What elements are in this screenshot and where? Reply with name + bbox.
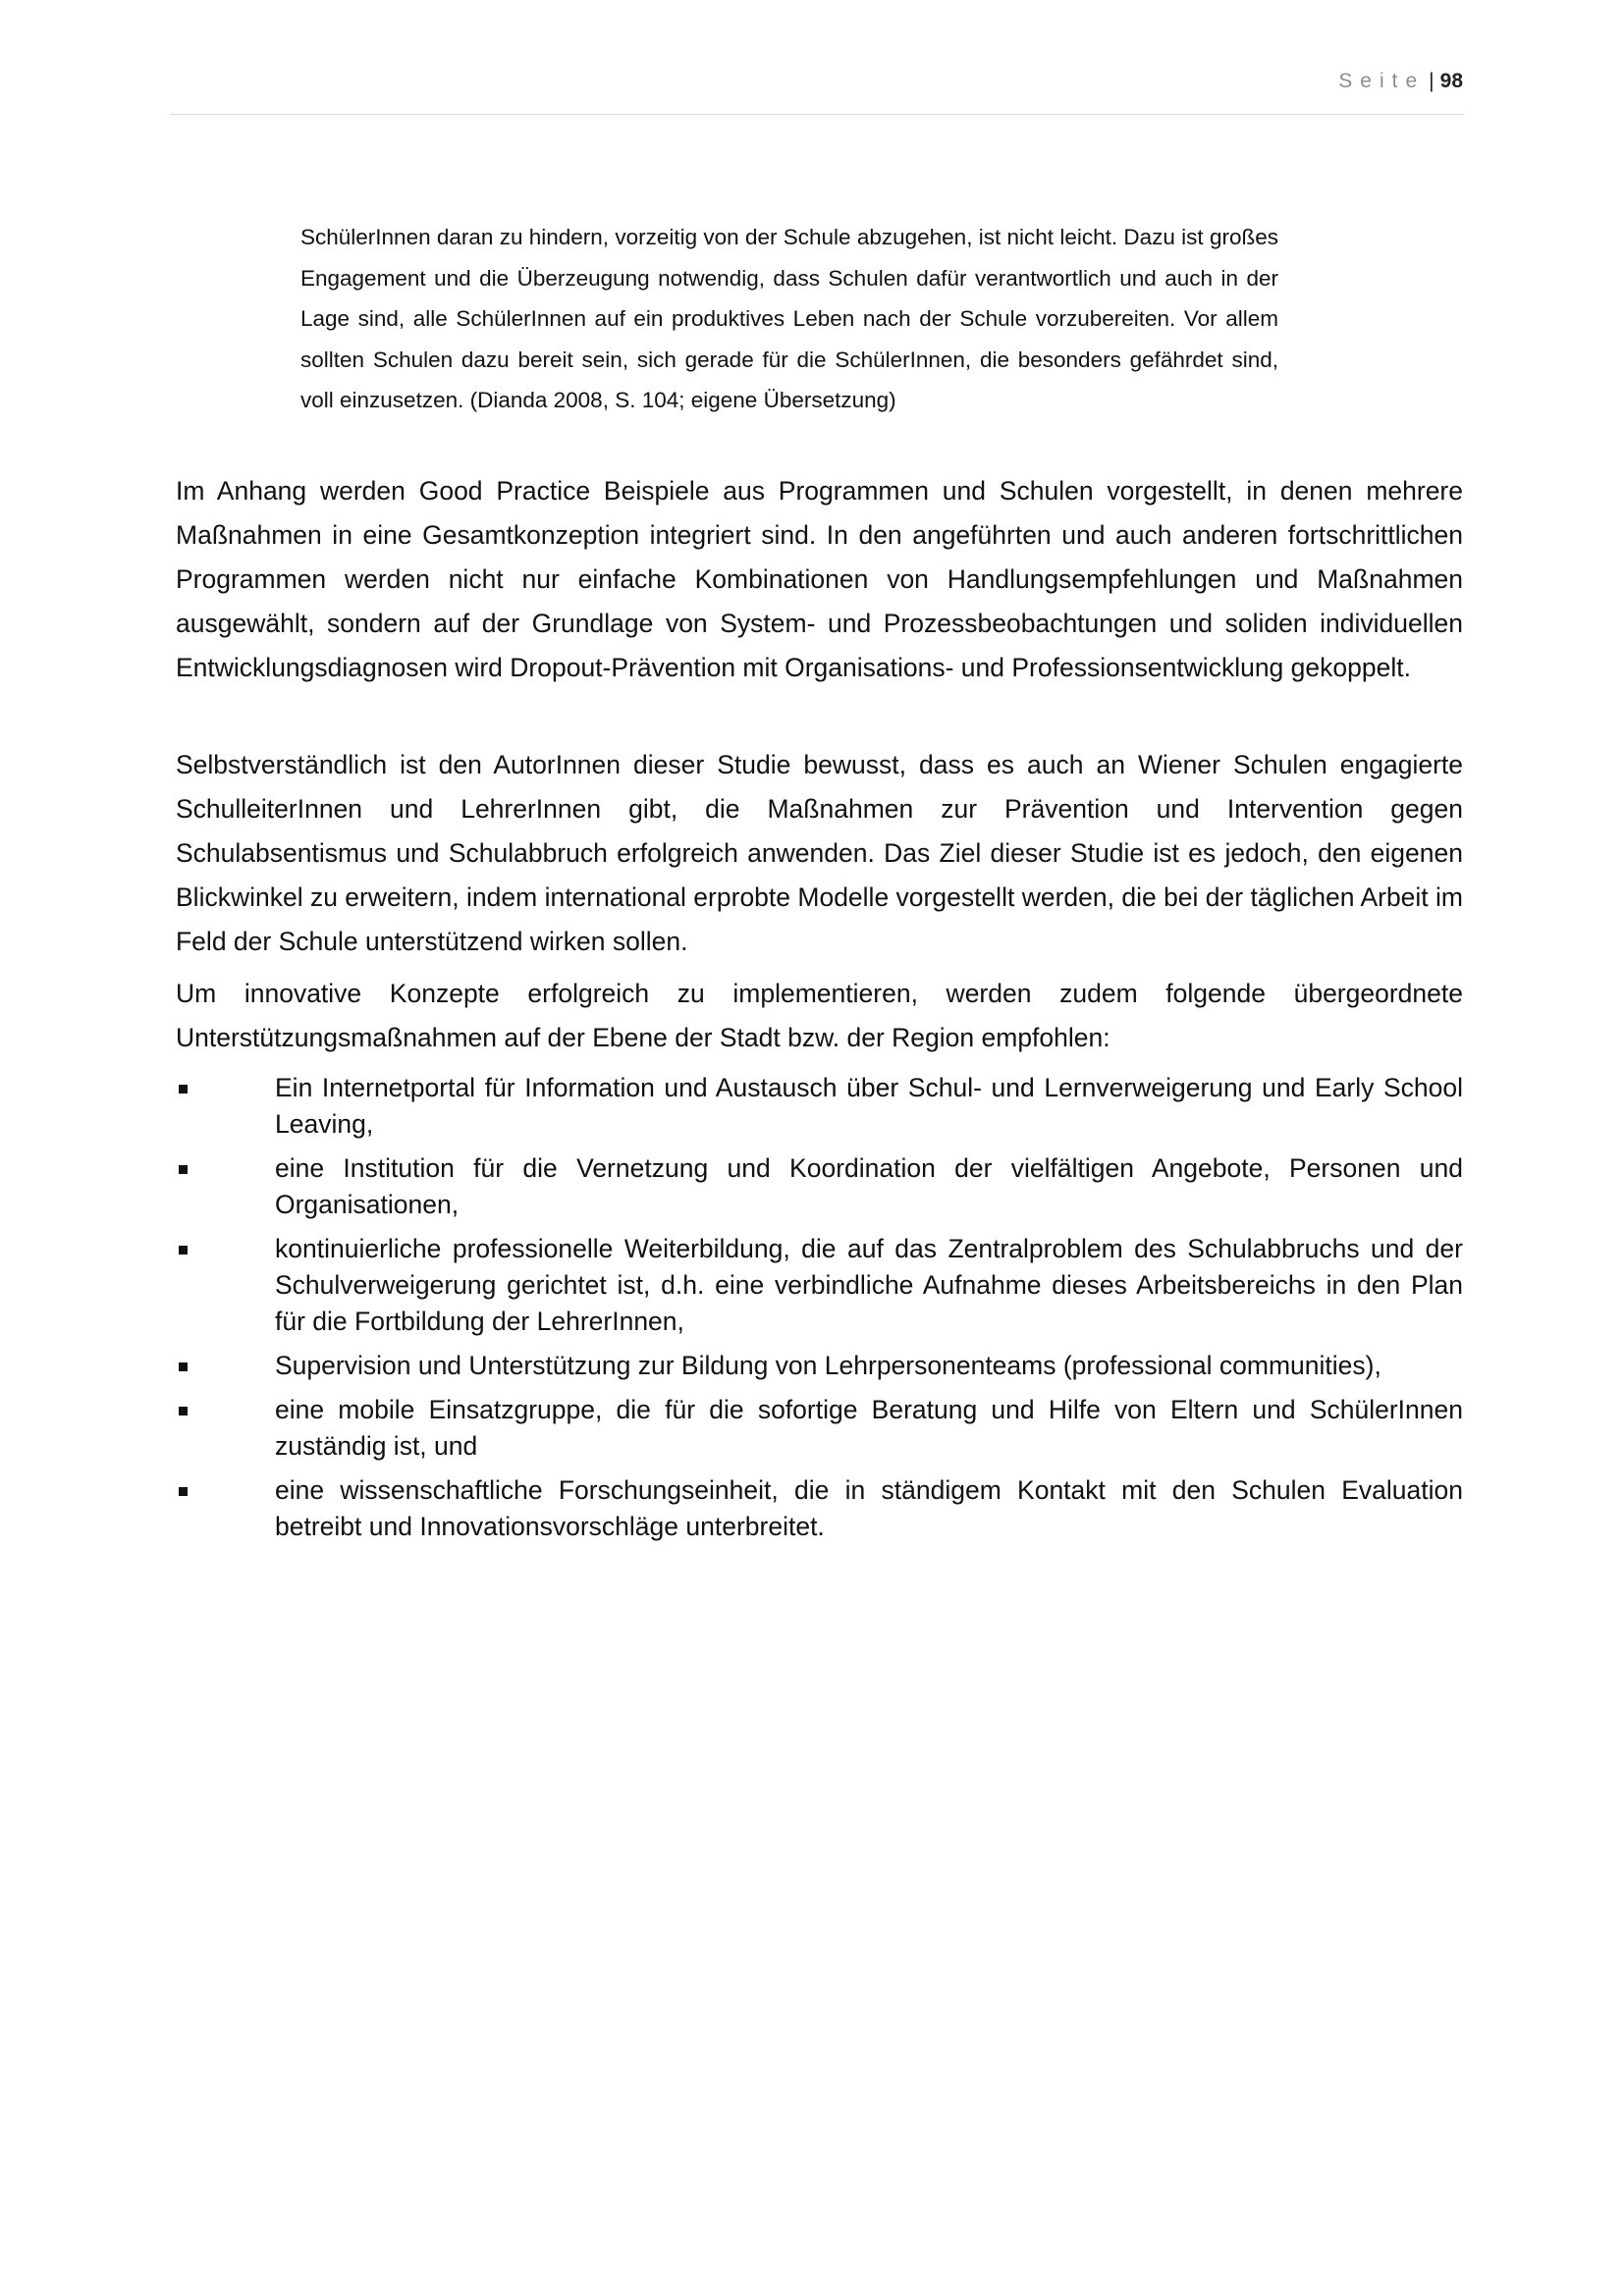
square-bullet-icon (179, 1085, 188, 1094)
list-item (176, 1472, 1463, 1545)
list-item (176, 1070, 1463, 1143)
list-item-text: eine wissenschaftliche Forschungseinheit, die in ständigem Kontakt mit den Schulen Evaluation betreibt und Innovationsvorschläge unterbreitet. (275, 1475, 1463, 1541)
square-bullet-icon (179, 1487, 188, 1496)
block-quote: SchülerInnen daran zu hindern, vorzeitig von der Schule abzugehen, ist nicht leicht. Dazu ist großes Engagement und die Überzeugung notwendig, dass Schulen dafür verantwortlich und auch in der Lage sind, alle SchülerInnen auf ein produktives Leben nach der Schule vorzubereiten. Vor allem sollten Schulen dazu bereit sein, sich gerade für die SchülerInnen, die besonders gefährdet sind, voll einzusetzen. (Dianda 2008, S. 104; eigene Übersetzung) (300, 225, 1278, 412)
header-separator: | (1429, 70, 1435, 92)
body-paragraph-1: Im Anhang werden Good Practice Beispiele aus Programmen und Schulen vorgestellt, in denen mehrere Maßnahmen in eine Gesamtkonzeption integriert sind. In den angeführten und auch anderen fortschrittlichen Programmen werden nicht nur einfache Kombinationen von Handlungsempfehlungen und Maßnahmen ausgewählt, sondern auf der Grundlage von System- und Prozessbeobachtungen und soliden individuellen Entwicklungsdiagnosen wird Dropout-Prävention mit Organisations- und Professionsentwicklung gekoppelt. (176, 476, 1463, 682)
list-item-text: eine mobile Einsatzgruppe, die für die sofortige Beratung und Hilfe von Eltern und SchülerInnen zuständig ist, und (275, 1395, 1463, 1461)
square-bullet-icon (179, 1246, 188, 1255)
square-bullet-icon (179, 1407, 188, 1415)
list-item-text: eine Institution für die Vernetzung und Koordination der vielfältigen Angebote, Personen und Organisationen, (275, 1153, 1463, 1219)
list-item-text: Supervision und Unterstützung zur Bildung von Lehrpersonenteams (professional communities), (275, 1351, 1381, 1380)
seite-label: Seite (1338, 70, 1426, 92)
list-item-text: Ein Internetportal für Information und Austausch über Schul- und Lernverweigerung und Early School Leaving, (275, 1073, 1463, 1139)
list-item (176, 1231, 1463, 1340)
square-bullet-icon (179, 1165, 188, 1174)
list-item (176, 1150, 1463, 1223)
page-number: 98 (1439, 70, 1463, 92)
recommendation-list (176, 1070, 1463, 1553)
list-item (176, 1348, 1463, 1384)
page-header (170, 65, 1463, 115)
body-paragraph-3: Um innovative Konzepte erfolgreich zu implementieren, werden zudem folgende übergeordnete Unterstützungsmaßnahmen auf der Ebene der Stadt bzw. der Region empfohlen: (176, 979, 1463, 1052)
page-number-label (1338, 69, 1463, 94)
list-item (176, 1392, 1463, 1465)
square-bullet-icon (179, 1362, 188, 1371)
list-item-text: kontinuierliche professionelle Weiterbildung, die auf das Zentralproblem des Schulabbruchs und der Schulverweigerung gerichtet ist, d.h. eine verbindliche Aufnahme dieses Arbeitsbereichs in den Plan für die Fortbildung der LehrerInnen, (275, 1234, 1463, 1336)
body-paragraph-2: Selbstverständlich ist den AutorInnen dieser Studie bewusst, dass es auch an Wiener Schulen engagierte SchulleiterInnen und LehrerInnen gibt, die Maßnahmen zur Prävention und Intervention gegen Schulabsentismus und Schulabbruch erfolgreich anwenden. Das Ziel dieser Studie ist es jedoch, den eigenen Blickwinkel zu erweitern, indem international erprobte Modelle vorgestellt werden, die bei der täglichen Arbeit im Feld der Schule unterstützend wirken sollen. (176, 750, 1463, 956)
